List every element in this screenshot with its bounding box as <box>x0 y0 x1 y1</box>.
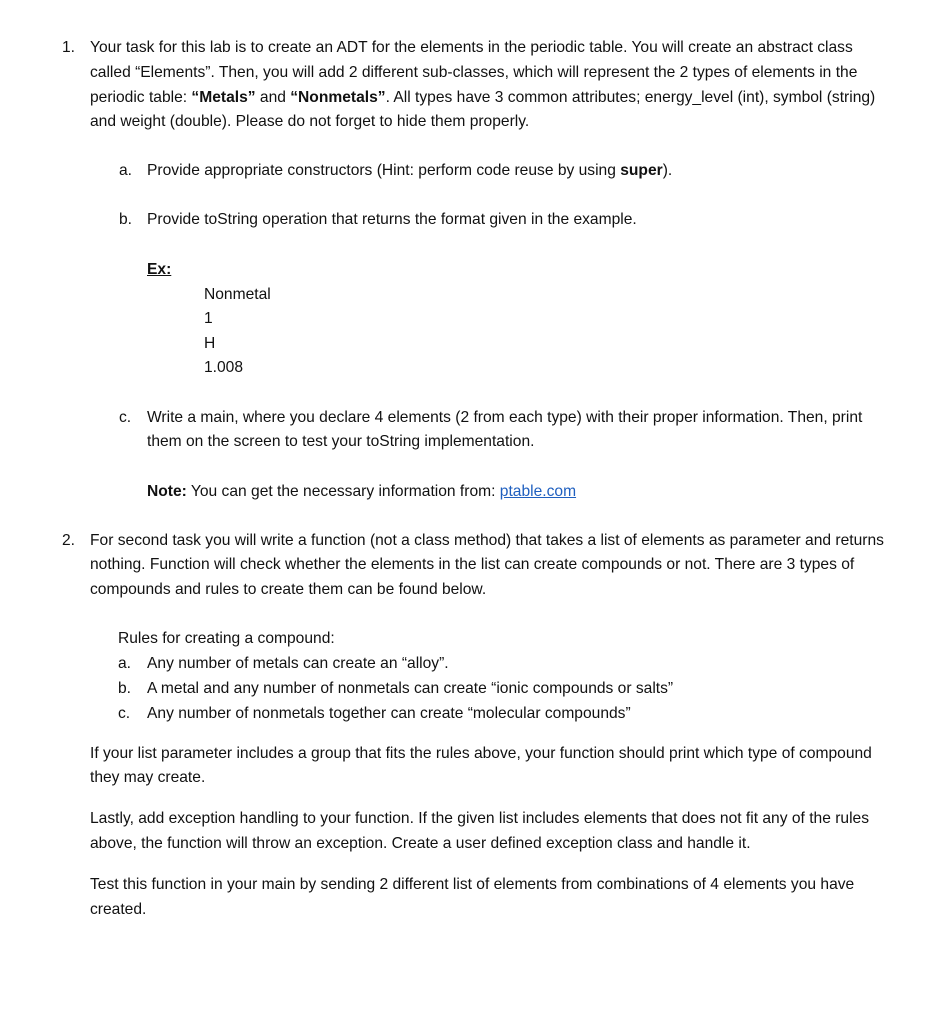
para-1-line-2: they may create. <box>90 769 206 786</box>
example-line-3: H <box>204 335 216 352</box>
item-1c-line-2: them on the screen to test your toString implementation. <box>147 433 535 450</box>
rule-a-text: Any number of metals can create an “alloy”. <box>147 655 449 672</box>
task-1-line-3-pre: periodic table: <box>90 89 192 106</box>
item-1a-text <box>147 161 672 181</box>
super-keyword: super <box>620 162 663 179</box>
rule-b-text: A metal and any number of nonmetals can create “ionic compounds or salts” <box>147 680 674 697</box>
para-2-line-2: above, the function will throw an exception. Create a user defined exception class and handle it. <box>90 835 751 852</box>
rules-heading: Rules for creating a compound: <box>118 630 335 647</box>
task-1-line-3 <box>90 88 875 108</box>
metals-term: “Metals” <box>191 89 256 106</box>
note <box>147 482 576 502</box>
example-line-4: 1.008 <box>204 359 244 376</box>
task-2-line-3: compounds and rules to create them can be found below. <box>90 581 487 598</box>
para-1-line-1: If your list parameter includes a group that fits the rules above, your function should print which type of compound <box>90 745 872 762</box>
ptable-link[interactable]: ptable.com <box>499 483 577 500</box>
item-1b-text: Provide toString operation that returns the format given in the example. <box>147 211 637 228</box>
rule-b-letter: b. <box>118 680 132 697</box>
task-2-number: 2. <box>62 532 76 549</box>
task-1-line-3-post: . All types have 3 common attributes; energy_level (int), symbol (string) <box>385 89 876 106</box>
nonmetals-term: “Nonmetals” <box>290 89 386 106</box>
para-3-line-2: created. <box>90 901 147 918</box>
rule-a-letter: a. <box>118 655 132 672</box>
task-1-line-1: Your task for this lab is to create an ADT for the elements in the periodic table. You will create an abstract class <box>90 39 853 56</box>
task-1-line-2: called “Elements”. Then, you will add 2 different sub-classes, which will represent the 2 types of elements in the <box>90 64 858 81</box>
item-1c-line-1: Write a main, where you declare 4 elements (2 from each type) with their proper information. Then, print <box>147 409 863 426</box>
para-3-line-1: Test this function in your main by sending 2 different list of elements from combinations of 4 elements you have <box>90 876 855 893</box>
task-1-line-4: and weight (double). Please do not forget to hide them properly. <box>90 113 530 130</box>
task-1-number: 1. <box>62 39 76 56</box>
example-label: Ex: <box>147 261 172 278</box>
note-label: Note: <box>147 483 187 500</box>
note-text: You can get the necessary information from: <box>186 483 500 500</box>
task-2-line-2: nothing. Function will check whether the elements in the list can create compounds or not. There are 3 types of <box>90 556 855 573</box>
item-1a-post: ). <box>662 162 673 179</box>
task-2-line-1: For second task you will write a function (not a class method) that takes a list of elements as parameter and returns <box>90 532 884 549</box>
item-1a-letter: a. <box>119 162 133 179</box>
rule-c-text: Any number of nonmetals together can create “molecular compounds” <box>147 705 631 722</box>
rule-c-letter: c. <box>118 705 131 722</box>
item-1c-letter: c. <box>119 409 132 426</box>
para-2-line-1: Lastly, add exception handling to your function. If the given list includes elements that does not fit any of the rules <box>90 810 870 827</box>
example-line-1: Nonmetal <box>204 286 271 303</box>
item-1a-pre: Provide appropriate constructors (Hint: perform code reuse by using <box>147 162 621 179</box>
example-line-2: 1 <box>204 310 213 327</box>
task-1-line-3-and: and <box>255 89 291 106</box>
item-1b-letter: b. <box>119 211 133 228</box>
